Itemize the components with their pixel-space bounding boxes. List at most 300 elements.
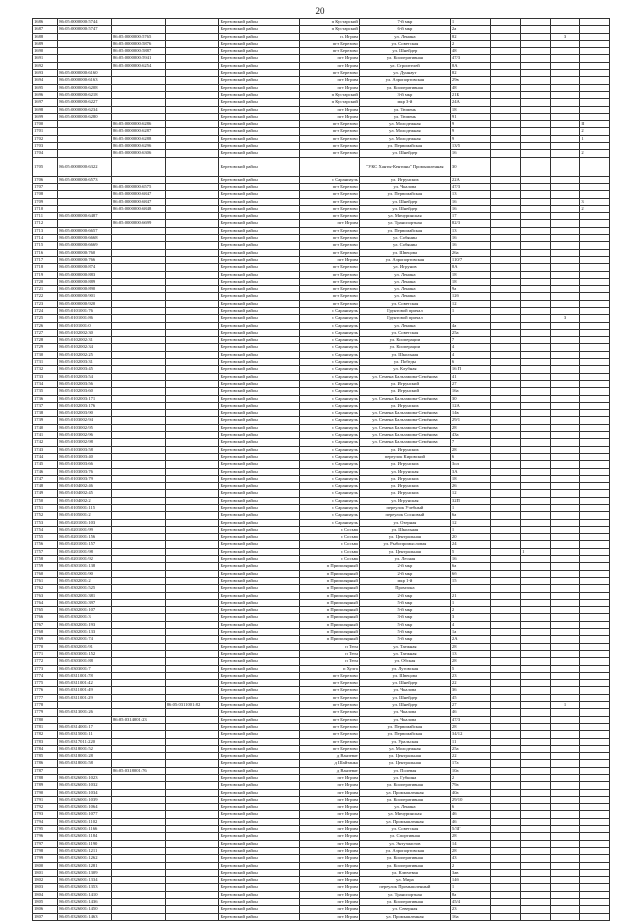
district-name: Березовский район (219, 804, 299, 811)
house-number: 16 П (450, 366, 491, 373)
extra-cell-3 (550, 461, 580, 468)
extra-cell-2 (521, 658, 551, 665)
extra-cell-4 (580, 256, 610, 263)
cadastral-number-premises (111, 629, 165, 636)
district-name: Березовский район (219, 782, 299, 789)
street-name: Грунтовой причал (359, 315, 450, 322)
extra-cell-2 (521, 570, 551, 577)
table-row (33, 811, 610, 818)
row-number: 1735 (33, 388, 58, 395)
street-name: 2-й мкр (359, 592, 450, 599)
cadastral-number-building (58, 55, 112, 62)
extra-cell-2 (521, 62, 551, 69)
house-number: 3 (450, 614, 491, 621)
cadastral-number-unit (165, 359, 219, 366)
extra-cell-1 (491, 271, 521, 278)
extra-cell-2 (521, 782, 551, 789)
cadastral-number-premises (111, 490, 165, 497)
cadastral-number-premises (111, 607, 165, 614)
extra-cell-1 (491, 351, 521, 358)
cadastral-number-unit (165, 767, 219, 774)
row-number: 1726 (33, 322, 58, 329)
row-number: 1695 (33, 84, 58, 91)
street-name: ул. Игрунская (359, 468, 450, 475)
district-name: Березовский район (219, 745, 299, 752)
extra-cell-3 (550, 548, 580, 555)
table-row (33, 862, 610, 869)
cadastral-number-building: 86:05:0000000:6573 (58, 176, 112, 183)
table-row (33, 91, 610, 98)
cadastral-number-unit (165, 789, 219, 796)
settlement-name: пгт Березово (299, 680, 359, 687)
table-row (33, 490, 610, 497)
cadastral-number-unit (165, 410, 219, 417)
extra-cell-2 (521, 760, 551, 767)
extra-cell-2 (521, 512, 551, 519)
house-number: 46 (450, 818, 491, 825)
extra-cell-3 (550, 767, 580, 774)
table-row (33, 121, 610, 128)
cadastral-number-premises: 86:05:0000000:5765 (111, 33, 165, 40)
extra-cell-4 (580, 490, 610, 497)
extra-cell-3 (550, 665, 580, 672)
cadastral-number-unit (165, 143, 219, 150)
house-number: 23 (450, 672, 491, 679)
extra-cell-1 (491, 585, 521, 592)
cadastral-number-premises (111, 731, 165, 738)
extra-cell-2 (521, 891, 551, 898)
extra-cell-2 (521, 99, 551, 106)
house-number: 16 (450, 150, 491, 157)
house-number: 2 (450, 40, 491, 47)
house-number: 1 (450, 884, 491, 891)
extra-cell-4: 2 (580, 128, 610, 135)
cadastral-number-premises (111, 818, 165, 825)
street-name: ул. Уральская (359, 738, 450, 745)
table-row (33, 150, 610, 157)
extra-cell-3 (550, 157, 580, 176)
cadastral-number-building: 86:05:0318001:58 (58, 760, 112, 767)
extra-cell-3 (550, 432, 580, 439)
cadastral-number-premises (111, 329, 165, 336)
extra-cell-3 (550, 607, 580, 614)
extra-cell-4 (580, 753, 610, 760)
extra-cell-1 (491, 716, 521, 723)
extra-cell-1 (491, 782, 521, 789)
extra-cell-3 (550, 541, 580, 548)
row-number: 1724 (33, 307, 58, 314)
settlement-name: с Сосьва (299, 534, 359, 541)
row-number: 1770 (33, 643, 58, 650)
street-name: ул. Швецова (359, 249, 450, 256)
street-name: ул. Кооперативная (359, 55, 450, 62)
extra-cell-1 (491, 884, 521, 891)
house-number: 1 (450, 599, 491, 606)
cadastral-number-premises (111, 322, 165, 329)
district-name: Березовский район (219, 548, 299, 555)
house-number: 16 (450, 556, 491, 563)
cadastral-number-building: 86:05:0315001:11 (58, 731, 112, 738)
extra-cell-3 (550, 366, 580, 373)
house-number: 3ол (450, 461, 491, 468)
extra-cell-2 (521, 855, 551, 862)
extra-cell-3 (550, 410, 580, 417)
row-number: 1738 (33, 410, 58, 417)
extra-cell-3 (550, 329, 580, 336)
settlement-name: пгт Игрим (299, 840, 359, 847)
row-number: 1747 (33, 475, 58, 482)
extra-cell-2 (521, 804, 551, 811)
extra-cell-3 (550, 48, 580, 55)
cadastral-number-premises (111, 293, 165, 300)
extra-cell-1 (491, 300, 521, 307)
cadastral-number-building: 86:05:0000000:6669 (58, 242, 112, 249)
cadastral-number-premises (111, 227, 165, 234)
extra-cell-4: 2 (580, 150, 610, 157)
extra-cell-1 (491, 818, 521, 825)
extra-cell-3 (550, 91, 580, 98)
cadastral-number-premises (111, 380, 165, 387)
extra-cell-2 (521, 811, 551, 818)
cadastral-number-building: 86:05:0105001:115 (58, 505, 112, 512)
cadastral-number-premises (111, 286, 165, 293)
extra-cell-1 (491, 592, 521, 599)
row-number: 1767 (33, 621, 58, 628)
house-number: 7 (450, 439, 491, 446)
extra-cell-1 (491, 665, 521, 672)
cadastral-number-premises: 86:05:0000000:6296 (111, 143, 165, 150)
cadastral-number-unit (165, 636, 219, 643)
cadastral-number-unit (165, 198, 219, 205)
cadastral-number-building: 86:05:0311001:29 (58, 694, 112, 701)
cadastral-number-unit (165, 680, 219, 687)
cadastral-number-unit (165, 490, 219, 497)
cadastral-number-building (58, 205, 112, 212)
cadastral-number-unit (165, 91, 219, 98)
house-number: 30 (450, 395, 491, 402)
extra-cell-1 (491, 99, 521, 106)
cadastral-number-building (58, 716, 112, 723)
extra-cell-2 (521, 395, 551, 402)
district-name: Березовский район (219, 541, 299, 548)
district-name: Березовский район (219, 672, 299, 679)
house-number: 18 (450, 278, 491, 285)
table-row (33, 833, 610, 840)
cadastral-number-premises (111, 548, 165, 555)
extra-cell-2 (521, 307, 551, 314)
district-name: Березовский район (219, 716, 299, 723)
extra-cell-1 (491, 62, 521, 69)
table-row (33, 307, 610, 314)
house-number: 18 (450, 106, 491, 113)
house-number: 2 (450, 607, 491, 614)
cadastral-number-unit (165, 128, 219, 135)
extra-cell-3 (550, 614, 580, 621)
settlement-name: п. Игрим (299, 33, 359, 40)
cadastral-number-premises: 86:05:0000000:6254 (111, 62, 165, 69)
district-name: Березовский район (219, 106, 299, 113)
cadastral-number-premises (111, 585, 165, 592)
table-row (33, 366, 610, 373)
extra-cell-1 (491, 789, 521, 796)
extra-cell-2 (521, 286, 551, 293)
extra-cell-1 (491, 877, 521, 884)
district-name: Березовский район (219, 461, 299, 468)
street-name: ул. Игрунская (359, 497, 450, 504)
table-row (33, 235, 610, 242)
cadastral-number-unit (165, 723, 219, 730)
cadastral-number-premises (111, 782, 165, 789)
district-name: Березовский район (219, 629, 299, 636)
extra-cell-1 (491, 410, 521, 417)
extra-cell-3 (550, 235, 580, 242)
extra-cell-2 (521, 745, 551, 752)
cadastral-number-building: 86:05:0317011:220 (58, 738, 112, 745)
cadastral-number-premises (111, 359, 165, 366)
cadastral-number-unit (165, 26, 219, 33)
cadastral-number-unit (165, 121, 219, 128)
extra-cell-3 (550, 497, 580, 504)
street-name: ул. Энтузиастов (359, 840, 450, 847)
house-number: 28 (450, 833, 491, 840)
table-row (33, 541, 610, 548)
extra-cell-1 (491, 702, 521, 709)
street-name: ул. Игрунских (359, 483, 450, 490)
extra-cell-3 (550, 745, 580, 752)
row-number: 1801 (33, 869, 58, 876)
cadastral-number-unit (165, 271, 219, 278)
extra-cell-3 (550, 402, 580, 409)
settlement-name: пгт Березово (299, 738, 359, 745)
extra-cell-3 (550, 629, 580, 636)
row-number: 1728 (33, 337, 58, 344)
cadastral-number-premises (111, 461, 165, 468)
settlement-name: п Приполярный (299, 599, 359, 606)
cadastral-number-unit (165, 709, 219, 716)
row-number: 1716 (33, 249, 58, 256)
house-number: 12А (450, 402, 491, 409)
cadastral-number-building: 86:05:0302001:525 (58, 585, 112, 592)
street-name: ул. Центральная (359, 548, 450, 555)
extra-cell-4 (580, 709, 610, 716)
row-number: 1713 (33, 227, 58, 234)
cadastral-number-unit (165, 157, 219, 176)
district-name: Березовский район (219, 380, 299, 387)
house-number: 16а (450, 388, 491, 395)
row-number: 1796 (33, 833, 58, 840)
extra-cell-4 (580, 833, 610, 840)
house-number: 82 (450, 70, 491, 77)
cadastral-number-premises (111, 665, 165, 672)
street-name: ул. Северная (359, 906, 450, 913)
table-row (33, 62, 610, 69)
street-name: ул. Центральная (359, 753, 450, 760)
settlement-name: п Приполярный (299, 577, 359, 584)
extra-cell-4 (580, 767, 610, 774)
cadastral-number-building: 86:05:0302001:397 (58, 599, 112, 606)
cadastral-number-unit: 86:05:0311001:82 (165, 702, 219, 709)
row-number: 1773 (33, 665, 58, 672)
cadastral-number-premises (111, 99, 165, 106)
cadastral-number-unit (165, 570, 219, 577)
extra-cell-1 (491, 395, 521, 402)
row-number: 1741 (33, 432, 58, 439)
settlement-name: д Шайтанка (299, 760, 359, 767)
district-name: Березовский район (219, 818, 299, 825)
street-name: ул. Кооперативная (359, 782, 450, 789)
street-name: ул. Кооперативная (359, 84, 450, 91)
street-name: мкр 1-й (359, 577, 450, 584)
street-name: 2-й мкр (359, 563, 450, 570)
extra-cell-4 (580, 84, 610, 91)
cadastral-number-premises (111, 373, 165, 380)
district-name: Березовский район (219, 855, 299, 862)
street-name: ул. Шнейдер (359, 205, 450, 212)
cadastral-number-building (58, 183, 112, 190)
cadastral-number-premises (111, 497, 165, 504)
cadastral-number-building: 86:05:0103003:79 (58, 475, 112, 482)
cadastral-number-unit (165, 818, 219, 825)
house-number: 18 (450, 475, 491, 482)
extra-cell-2 (521, 519, 551, 526)
extra-cell-4 (580, 731, 610, 738)
cadastral-number-unit (165, 70, 219, 77)
cadastral-number-building: 86:05:0000000:766 (58, 256, 112, 263)
settlement-name: с Саранпауль (299, 417, 359, 424)
table-row (33, 402, 610, 409)
extra-cell-2 (521, 665, 551, 672)
house-number: 16а (450, 913, 491, 920)
street-name: ул. Кооперативная (359, 855, 450, 862)
table-row (33, 48, 610, 55)
cadastral-number-building: 86:05:0103003:66 (58, 461, 112, 468)
street-name: ул. Советская (359, 826, 450, 833)
cadastral-number-unit (165, 483, 219, 490)
settlement-name: с Саранпауль (299, 388, 359, 395)
extra-cell-4 (580, 847, 610, 854)
cadastral-number-premises (111, 519, 165, 526)
extra-cell-4 (580, 526, 610, 533)
cadastral-number-unit (165, 643, 219, 650)
cadastral-number-unit (165, 337, 219, 344)
extra-cell-4 (580, 913, 610, 920)
cadastral-number-unit (165, 519, 219, 526)
extra-cell-1 (491, 650, 521, 657)
street-name: 5-й мкр (359, 599, 450, 606)
settlement-name: с Саранпауль (299, 366, 359, 373)
extra-cell-2 (521, 366, 551, 373)
extra-cell-3 (550, 373, 580, 380)
district-name: Березовский район (219, 150, 299, 157)
house-number: 29/10 (450, 796, 491, 803)
cadastral-number-premises (111, 256, 165, 263)
extra-cell-1 (491, 745, 521, 752)
table-row (33, 709, 610, 716)
cadastral-number-building: 86:05:0326001:1166 (58, 826, 112, 833)
district-name: Березовский район (219, 453, 299, 460)
extra-cell-1 (491, 709, 521, 716)
house-number: 22А (450, 176, 491, 183)
cadastral-number-premises (111, 592, 165, 599)
street-name: ул. Советская (359, 300, 450, 307)
house-number: 8а (450, 891, 491, 898)
extra-cell-2 (521, 505, 551, 512)
extra-cell-3 (550, 731, 580, 738)
table-row (33, 322, 610, 329)
settlement-name: с Саранпауль (299, 453, 359, 460)
cadastral-number-premises (111, 804, 165, 811)
extra-cell-1 (491, 847, 521, 854)
row-number: 1766 (33, 614, 58, 621)
extra-cell-2 (521, 33, 551, 40)
cadastral-number-building: 86:05:0326001:1190 (58, 840, 112, 847)
extra-cell-1 (491, 614, 521, 621)
cadastral-number-unit (165, 672, 219, 679)
district-name: Березовский район (219, 592, 299, 599)
extra-cell-1 (491, 402, 521, 409)
cadastral-number-premises (111, 344, 165, 351)
settlement-name: пгт Березово (299, 150, 359, 157)
extra-cell-4 (580, 344, 610, 351)
cadastral-number-premises: 86:05:0000000:6575 (111, 183, 165, 190)
settlement-name (299, 157, 359, 176)
extra-cell-4 (580, 106, 610, 113)
cadastral-number-building: 86:05:0000000:6280 (58, 113, 112, 120)
extra-cell-4 (580, 213, 610, 220)
street-name: ул. Тюмень (359, 113, 450, 120)
extra-cell-1 (491, 417, 521, 424)
cadastral-number-premises (111, 833, 165, 840)
extra-cell-2 (521, 796, 551, 803)
cadastral-number-building: 86:05:0302001:3 (58, 614, 112, 621)
cadastral-number-building (58, 702, 112, 709)
cadastral-number-premises (111, 453, 165, 460)
settlement-name: п Приполярный (299, 629, 359, 636)
district-name: Березовский район (219, 213, 299, 220)
cadastral-number-unit (165, 461, 219, 468)
extra-cell-1 (491, 607, 521, 614)
settlement-name: пгт Березово (299, 191, 359, 198)
street-name: ул. Губкина (359, 774, 450, 781)
extra-cell-1 (491, 176, 521, 183)
settlement-name: с Сосьва (299, 548, 359, 555)
table-row (33, 113, 610, 120)
district-name: Березовский район (219, 556, 299, 563)
district-name: Березовский район (219, 351, 299, 358)
extra-cell-2 (521, 235, 551, 242)
table-row (33, 135, 610, 142)
settlement-name: с Саранпауль (299, 497, 359, 504)
extra-cell-4 (580, 497, 610, 504)
settlement-name: пгт Березово (299, 293, 359, 300)
extra-cell-4 (580, 99, 610, 106)
table-row (33, 643, 610, 650)
house-number: 46 (450, 811, 491, 818)
table-row (33, 77, 610, 84)
extra-cell-1 (491, 293, 521, 300)
extra-cell-2 (521, 738, 551, 745)
extra-cell-1 (491, 461, 521, 468)
extra-cell-4 (580, 48, 610, 55)
extra-cell-3 (550, 337, 580, 344)
row-number: 1691 (33, 55, 58, 62)
street-name: ул. Советская (359, 329, 450, 336)
extra-cell-1 (491, 680, 521, 687)
extra-cell-1 (491, 796, 521, 803)
table-row (33, 483, 610, 490)
extra-cell-1 (491, 256, 521, 263)
cadastral-number-building: 86:05:0102003:60 (58, 388, 112, 395)
